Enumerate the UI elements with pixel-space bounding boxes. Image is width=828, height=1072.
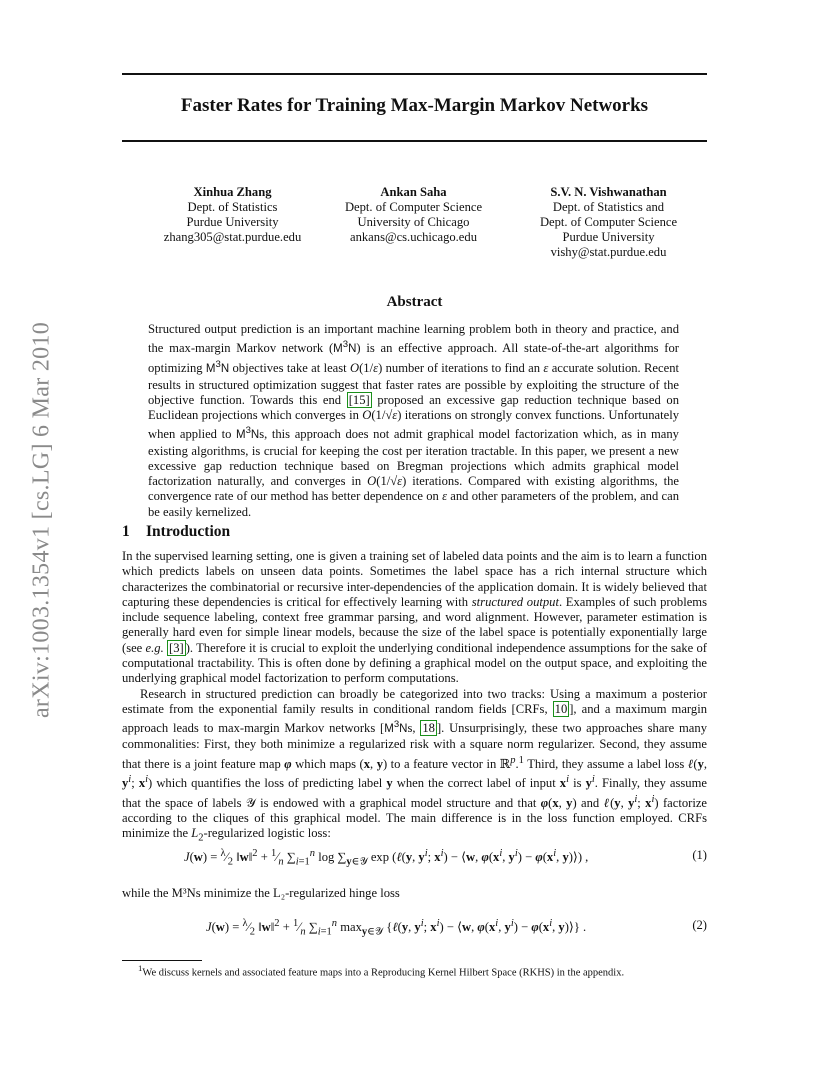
equation-number: (1): [692, 848, 707, 862]
author-affiliation: University of Chicago: [357, 215, 470, 229]
section-title: Introduction: [146, 523, 231, 540]
section-heading: [122, 523, 230, 541]
author-2: [311, 185, 516, 245]
paper-title: Faster Rates for Training Max-Margin Markov Networks: [180, 95, 649, 116]
author-affiliation: Dept. of Statistics: [187, 200, 278, 214]
footnote: [138, 963, 624, 979]
equation-number: (2): [692, 918, 707, 932]
title-bottom-rule: [122, 140, 707, 142]
title-top-rule: [122, 73, 707, 75]
author-affiliation: Dept. of Statistics and: [552, 200, 665, 214]
author-affiliation: Purdue University: [186, 215, 279, 229]
citation-link[interactable]: 18: [422, 721, 435, 736]
author-1: [130, 185, 335, 245]
author-email: zhang305@stat.purdue.edu: [163, 230, 302, 244]
author-affiliation: Purdue University: [562, 230, 655, 244]
citation-link[interactable]: 10: [554, 701, 568, 716]
footnote-rule: [122, 960, 202, 961]
footnote-text: We discuss kernels and associated feature maps into a Reproducing Kernel Hilbert Space (RKHS) in the appendix.: [142, 967, 625, 979]
section-number: 1: [122, 523, 130, 540]
equation-1: [122, 848, 707, 878]
equation-body: $J(w) = ^\lambda⁄_2$ ‖w‖$^2$ + $^1⁄_n$ $\sum_{i=1}^n$ $\log \sum_{y\in 𝒴}$ exp (ℓ(y, $y^i$; $x^i$) − ⟨w, $\varphi(x^i$, $y^i) - \varphi(x^i$, y)⟩) ,: [184, 848, 589, 868]
footnote-mark: 1: [138, 963, 143, 973]
author-name: Ankan Saha: [380, 185, 447, 199]
author-3: [506, 185, 711, 260]
citation-link[interactable]: [3]: [169, 640, 184, 655]
hinge-lead-text: while the M³Ns minimize the L₂-regularized hinge loss: [122, 886, 400, 900]
introduction-body: [122, 549, 707, 846]
paragraph: In the supervised learning setting, one is given a training set of labeled data points and the aim is to learn a function which predicts labels on unseen data points. Sometimes the label space has a rich internal structure which characterizes the combinatorial or recursive inter-dependencies of the application domain. It is widely believed that capturing these dependencies is critical for effectively learning with structured output. Examples of such problems include sequence labeling, context free grammar parsing, and word alignment. However, parameter estimation is generally hard even for simple linear models, because the size of the label space is potentially exponentially large (see e.g. [3] ). Therefore it is crucial to exploit the underlying conditional independence assumptions for the sake of computational tractability. This is often done by defining a graphical model on the output space, and exploiting the underlying graphical model factorization to perform computations.: [122, 549, 707, 686]
author-name: Xinhua Zhang: [193, 185, 272, 199]
author-affiliation: Dept. of Computer Science: [539, 215, 678, 229]
abstract-heading: Abstract: [386, 294, 443, 310]
paragraph: Research in structured prediction can broadly be categorized into two tracks: Using a maximum a posterior estimate from the exponential family results in conditional random fields [CRFs, 10 ], and a maximum margin approach leads to max-margin Markov networks [$M^3Ns$, 18 ]. Unsurprisingly, these two approaches share many commonalities: First, they both minimize a regularized risk with a square norm regularizer. Second, they assume that there is a joint feature map φ which maps (x, y) to a feature vector in ℝ$^p$.$^1$ Third, they assume a label loss ℓ(y, $y^i$; $x^i$) which quantifies the loss of predicting label y when the correct label of input $x^i$ is $y^i$. Finally, they assume that the space of labels 𝒴 is endowed with a graphical model structure and that φ(x, y) and ℓ(y, $y^i$; $x^i$) factorize according to the cliques of this graphical model. The main difference is in the loss function employed. CRFs minimize the $L_2$-regularized logistic loss:: [122, 686, 708, 844]
author-name: S.V. N. Vishwanathan: [550, 185, 667, 199]
hinge-lead: [122, 886, 707, 901]
equation-2: [122, 918, 707, 948]
abstract-text: Structured output prediction is an important machine learning problem both in theory and practice, and the max-margin Markov network $(M^3N)$ is an effective approach. All state-of-the-art algorithms for optimizing $M^3N$ objectives take at least O(1/ε) number of iterations to find an ε accurate solution. Recent results in structured optimization suggest that faster rates are possible by exploiting the structure of the objective function. Towards this end [15] proposed an excessive gap reduction technique based on Euclidean projections which converges in O(1/√ε) iterations on strongly convex functions. Unfortunately when applied to $M^3Ns$, this approach does not admit graphical model factorization which, as in many existing algorithms, is crucial for keeping the cost per iteration tractable. In this paper, we present a new excessive gap reduction technique based on Bregman projections which admits graphical model factorization naturally, and converges in O(1/√ε) iterations. Compared with existing algorithms, the convergence rate of our method has better dependence on ε and other parameters of the problem, and can be easily kernelized.: [148, 322, 679, 519]
equation-body: $J(w) = ^\lambda⁄_2$ ‖w‖$^2$ + $^1⁄_n$ $\sum_{i=1}^n$ $\max_{y\in 𝒴}$ {ℓ(y, $y^i$; $x^i$) − ⟨w, $\varphi(x^i$, $y^i) - \varphi(x^i$, y)⟩} .: [206, 918, 587, 938]
author-email: vishy@stat.purdue.edu: [550, 245, 667, 259]
arxiv-stamp-text: arXiv:1003.1354v1 [cs.LG] 6 Mar 2010: [28, 321, 55, 719]
author-email: ankans@cs.uchicago.edu: [350, 230, 477, 244]
citation-link[interactable]: [15]: [348, 392, 370, 407]
author-affiliation: Dept. of Computer Science: [344, 200, 483, 214]
